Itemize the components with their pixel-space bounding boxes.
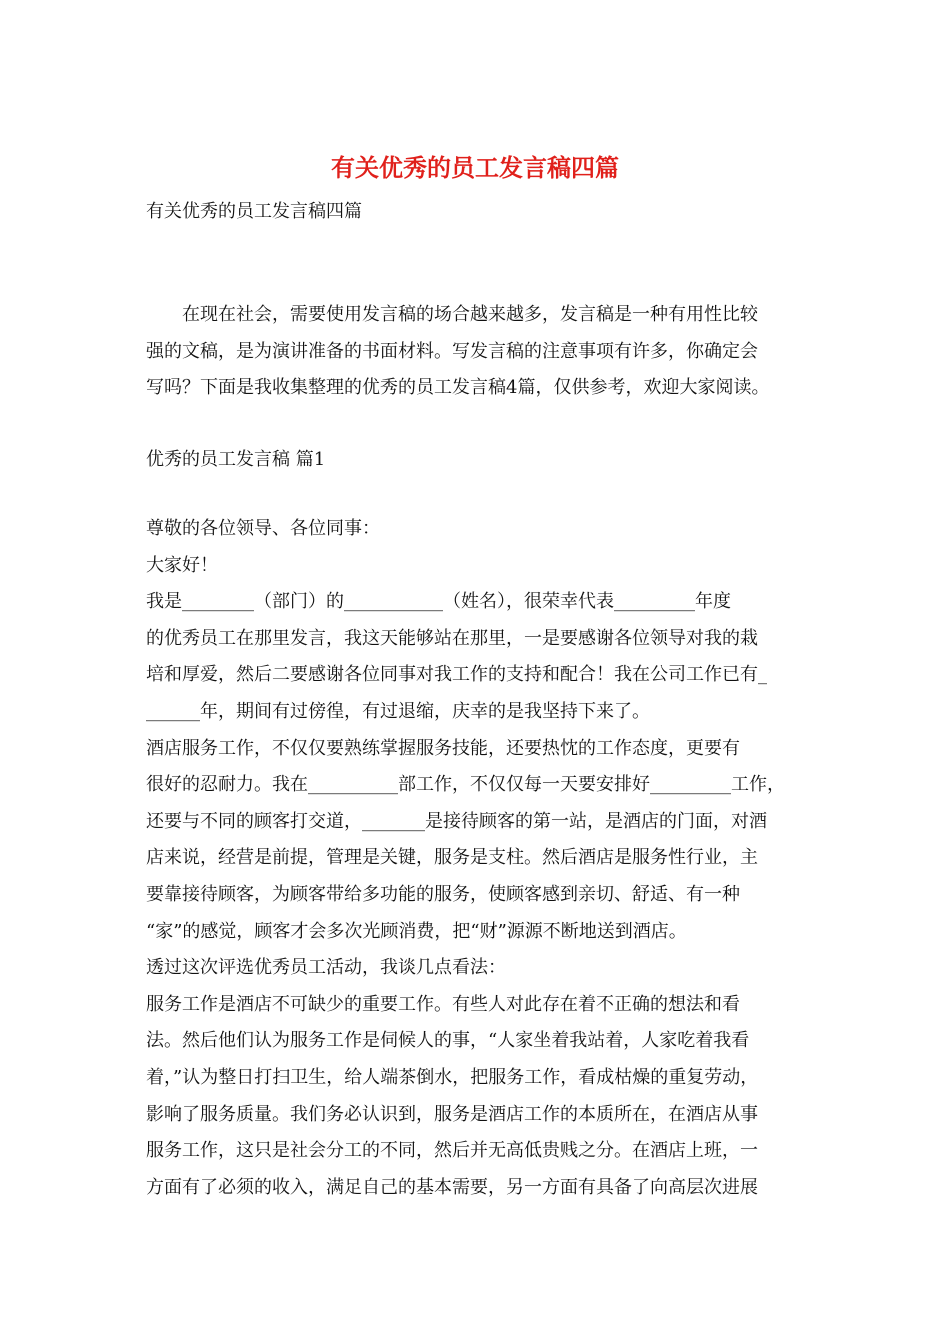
speech-body [146,511,811,1206]
body-line: 着，”认为整日打扫卫生，给人端茶倒水，把服务工作，看成枯燥的重复劳动， [146,1066,759,1088]
body-line: 我是________（部门）的___________（姓名），很荣幸代表_________年度 [146,591,731,613]
intro-paragraph [146,297,811,407]
body-line: 影响了服务质量。我们务必认识到，服务是酒店工作的本质所在，在酒店从事 [146,1103,758,1125]
body-line: 还要与不同的顾客打交道，_______是接待顾客的第一站，是酒店的门面，对酒 [146,810,767,832]
body-line: “家”的感觉，顾客才会多次光顾消费，把“财”源源不断地送到酒店。 [146,920,687,942]
body-line: 酒店服务工作，不仅仅要熟练掌握服务技能，还要热忱的工作态度，更要有 [146,737,740,759]
body-line: 大家好！ [146,554,218,576]
intro-line: 在现在社会，需要使用发言稿的场合越来越多，发言稿是一种有用性比较 [182,304,758,325]
section-heading: 优秀的员工发言稿 篇1 [146,449,326,470]
body-line: ______年，期间有过傍徨，有过退缩，庆幸的是我坚持下来了。 [146,700,650,722]
body-line: 服务工作，这只是社会分工的不同，然后并无高低贵贱之分。在酒店上班，一 [146,1140,758,1162]
body-line: 要靠接待顾客，为顾客带给多功能的服务，使顾客感到亲切、舒适、有一种 [146,883,740,905]
document-title: 有关优秀的员工发言稿四篇 [331,153,619,182]
body-line: 方面有了必须的收入，满足自己的基本需要，另一方面有具备了向高层次进展 [146,1176,758,1198]
body-line: 透过这次评选优秀员工活动，我谈几点看法： [146,957,506,979]
body-line: 尊敬的各位领导、各位同事： [146,518,380,539]
document-subtitle: 有关优秀的员工发言稿四篇 [146,201,362,222]
body-line: 很好的忍耐力。我在__________部工作，不仅仅每一天要安排好_________工作， [146,774,785,796]
body-line: 法。然后他们认为服务工作是伺候人的事，“人家坐着我站着，人家吃着我看 [146,1030,750,1052]
intro-line: 写吗？下面是我收集整理的优秀的员工发言稿4篇，仅供参考，欢迎大家阅读。 [146,377,770,399]
body-line: 培和厚爱，然后二要感谢各位同事对我工作的支持和配合！我在公司工作已有_ [146,664,767,686]
body-line: 服务工作是酒店不可缺少的重要工作。有些人对此存在着不正确的想法和看 [146,993,740,1015]
body-line: 的优秀员工在那里发言，我这天能够站在那里，一是要感谢各位领导对我的栽 [146,627,758,649]
intro-line: 强的文稿，是为演讲准备的书面材料。写发言稿的注意事项有许多，你确定会 [146,340,758,362]
body-line: 店来说，经营是前提，管理是关键，服务是支柱。然后酒店是服务性行业，主 [146,847,758,869]
